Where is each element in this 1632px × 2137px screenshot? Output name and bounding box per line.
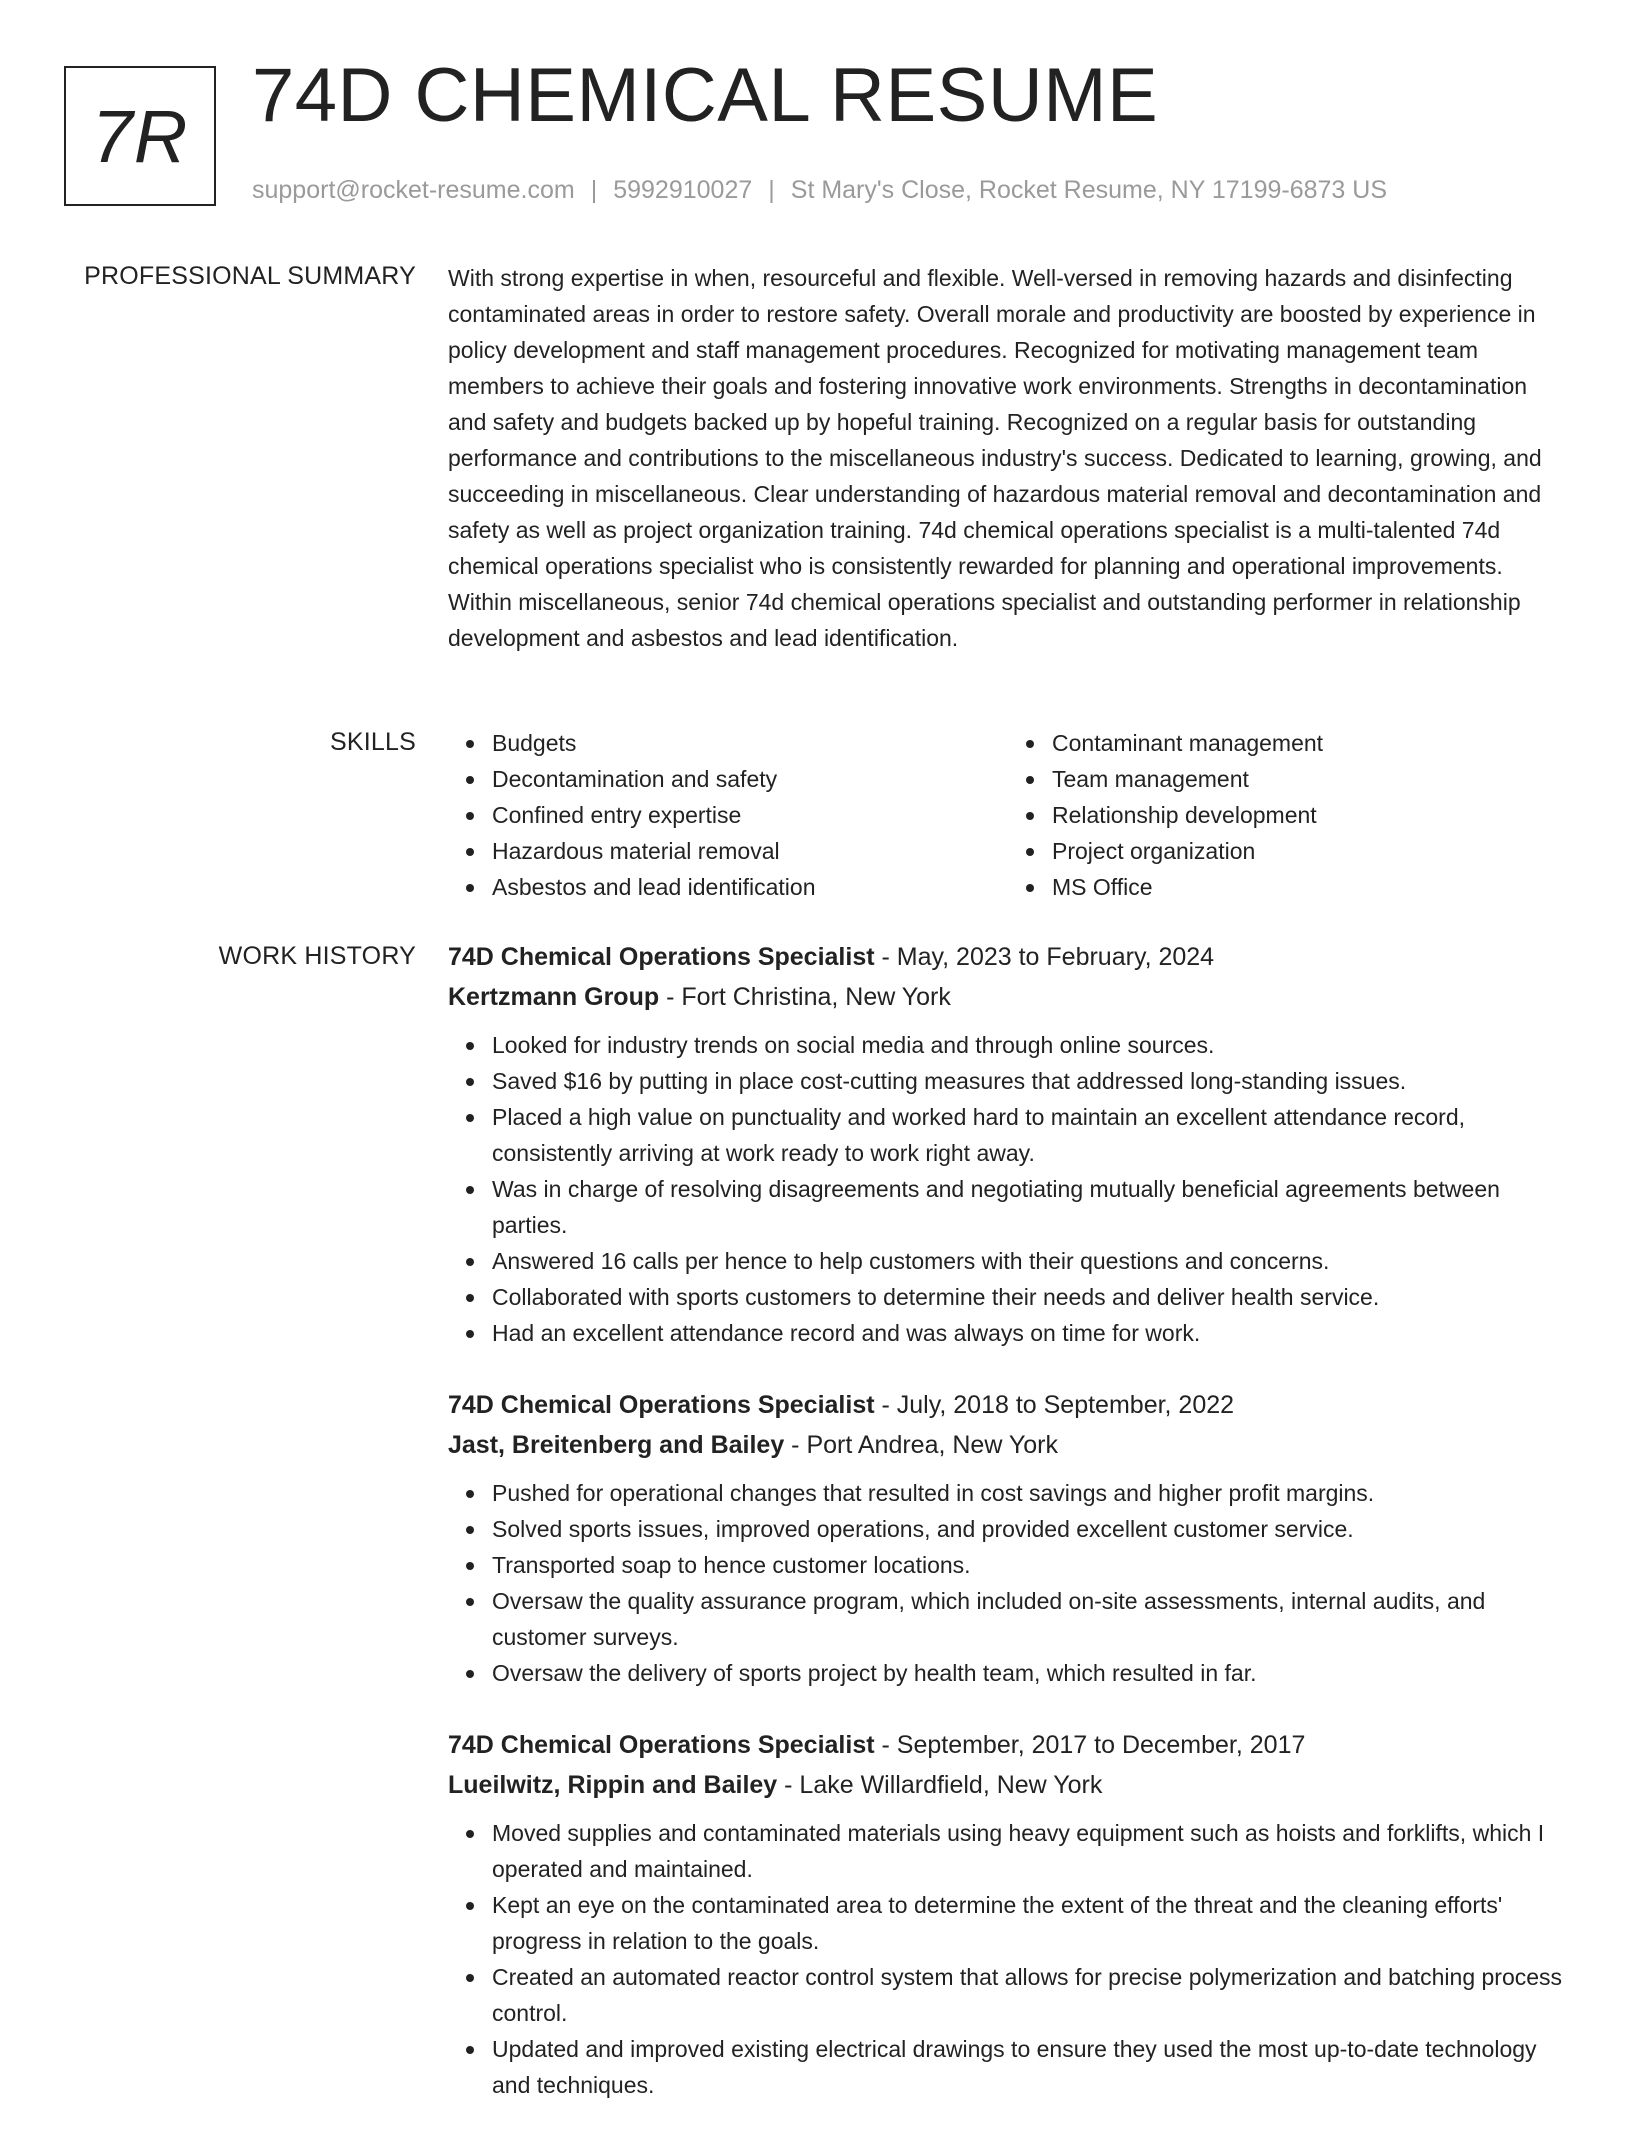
- skill-item: Asbestos and lead identification: [492, 869, 1008, 905]
- job-title-line: [448, 1725, 1568, 1765]
- skill-item: MS Office: [1052, 869, 1568, 905]
- job-company: Lueilwitz, Rippin and Bailey: [448, 1771, 778, 1799]
- skill-item: Contaminant management: [1052, 725, 1568, 761]
- job-bullets: [448, 1475, 1568, 1691]
- job-title-line: [448, 937, 1568, 977]
- job-title: 74D Chemical Operations Specialist: [448, 1391, 875, 1419]
- summary-section: [448, 260, 1568, 656]
- job-dates: - September, 2017 to December, 2017: [874, 1731, 1306, 1759]
- summary-heading: PROFESSIONAL SUMMARY: [84, 262, 416, 290]
- skill-item: Confined entry expertise: [492, 797, 1008, 833]
- summary-text: With strong expertise in when, resourceful and flexible. Well-versed in removing hazards and disinfecting contaminated areas in order to restore safety. Overall morale and productivity are boosted by experience in policy development and staff management procedures. Recognized for motivating management team members to achieve their goals and fostering innovative work environments. Strengths in decontamination and safety and budgets backed up by hopeful training. Recognized on a regular basis for outstanding performance and contributions to the miscellaneous industry's success. Dedicated to learning, growing, and succeeding in miscellaneous. Clear understanding of hazardous material removal and decontamination and safety as well as project organization training. 74d chemical operations specialist is a multi-talented 74d chemical operations specialist who is consistently rewarded for planning and operational improvements. Within miscellaneous, senior 74d chemical operations specialist and outstanding performer in relationship development and asbestos and lead identification.: [448, 265, 1542, 651]
- job-company-line: [448, 1425, 1568, 1465]
- job-title-line: [448, 1385, 1568, 1425]
- job-bullet: Saved $16 by putting in place cost-cutting measures that addressed long-standing issues.: [492, 1063, 1568, 1099]
- job-bullet: Updated and improved existing electrical drawings to ensure they used the most up-to-date technology and techniques.: [492, 2031, 1568, 2103]
- job-location: - Lake Willardfield, New York: [777, 1771, 1103, 1799]
- job-bullet: Oversaw the quality assurance program, which included on-site assessments, internal audits, and customer surveys.: [492, 1583, 1568, 1655]
- skills-column-right: [1008, 725, 1568, 905]
- skill-item: Budgets: [492, 725, 1008, 761]
- skills-heading: SKILLS: [330, 728, 416, 756]
- job-bullet: Transported soap to hence customer locations.: [492, 1547, 1568, 1583]
- job-bullet: Oversaw the delivery of sports project by health team, which resulted in far.: [492, 1655, 1568, 1691]
- contact-address: St Mary's Close, Rocket Resume, NY 17199-6873 US: [790, 176, 1388, 204]
- job-title: 74D Chemical Operations Specialist: [448, 1731, 875, 1759]
- job-bullet: Pushed for operational changes that resulted in cost savings and higher profit margins.: [492, 1475, 1568, 1511]
- job-location: - Fort Christina, New York: [659, 983, 951, 1011]
- contact-phone[interactable]: 5992910027: [613, 176, 753, 204]
- skills-grid: [448, 725, 1568, 905]
- job-title: 74D Chemical Operations Specialist: [448, 943, 875, 971]
- skills-column-left: [448, 725, 1008, 905]
- skill-item: Team management: [1052, 761, 1568, 797]
- job-company: Kertzmann Group: [448, 983, 660, 1011]
- job-dates: - May, 2023 to February, 2024: [874, 943, 1215, 971]
- job-dates: - July, 2018 to September, 2022: [874, 1391, 1235, 1419]
- job-entry: [448, 1385, 1568, 1691]
- contact-separator: |: [590, 176, 598, 204]
- skill-item: Relationship development: [1052, 797, 1568, 833]
- work-history-heading: WORK HISTORY: [218, 942, 416, 970]
- job-entry: [448, 1725, 1568, 2103]
- job-bullet: Collaborated with sports customers to determine their needs and deliver health service.: [492, 1279, 1568, 1315]
- job-bullets: [448, 1815, 1568, 2103]
- job-bullet: Moved supplies and contaminated materials using heavy equipment such as hoists and forklifts, which I operated and maintained.: [492, 1815, 1568, 1887]
- contact-email[interactable]: support@rocket-resume.com: [252, 176, 575, 204]
- job-location: - Port Andrea, New York: [784, 1431, 1058, 1459]
- skills-section: [448, 725, 1568, 905]
- job-bullet: Had an excellent attendance record and was always on time for work.: [492, 1315, 1568, 1351]
- job-company-line: [448, 977, 1568, 1017]
- job-bullet: Created an automated reactor control system that allows for precise polymerization and batching process control.: [492, 1959, 1568, 2031]
- work-history-section: [448, 937, 1568, 2137]
- job-bullet: Looked for industry trends on social media and through online sources.: [492, 1027, 1568, 1063]
- skill-item: Hazardous material removal: [492, 833, 1008, 869]
- job-bullet: Solved sports issues, improved operations, and provided excellent customer service.: [492, 1511, 1568, 1547]
- job-bullet: Answered 16 calls per hence to help customers with their questions and concerns.: [492, 1243, 1568, 1279]
- job-bullet: Kept an eye on the contaminated area to determine the extent of the threat and the cleaning efforts' progress in relation to the goals.: [492, 1887, 1568, 1959]
- skill-item: Decontamination and safety: [492, 761, 1008, 797]
- job-company-line: [448, 1765, 1568, 1805]
- job-company: Jast, Breitenberg and Bailey: [448, 1431, 785, 1459]
- contact-line: [252, 176, 1387, 205]
- job-bullet: Placed a high value on punctuality and worked hard to maintain an excellent attendance record, consistently arriving at work ready to work right away.: [492, 1099, 1568, 1171]
- skill-item: Project organization: [1052, 833, 1568, 869]
- job-entry: [448, 937, 1568, 1351]
- contact-separator: |: [768, 176, 775, 204]
- job-bullet: Was in charge of resolving disagreements and negotiating mutually beneficial agreements between parties.: [492, 1171, 1568, 1243]
- job-bullets: [448, 1027, 1568, 1351]
- resume-title: 74D CHEMICAL RESUME: [252, 53, 1159, 138]
- monogram-logo: 7R: [64, 66, 216, 206]
